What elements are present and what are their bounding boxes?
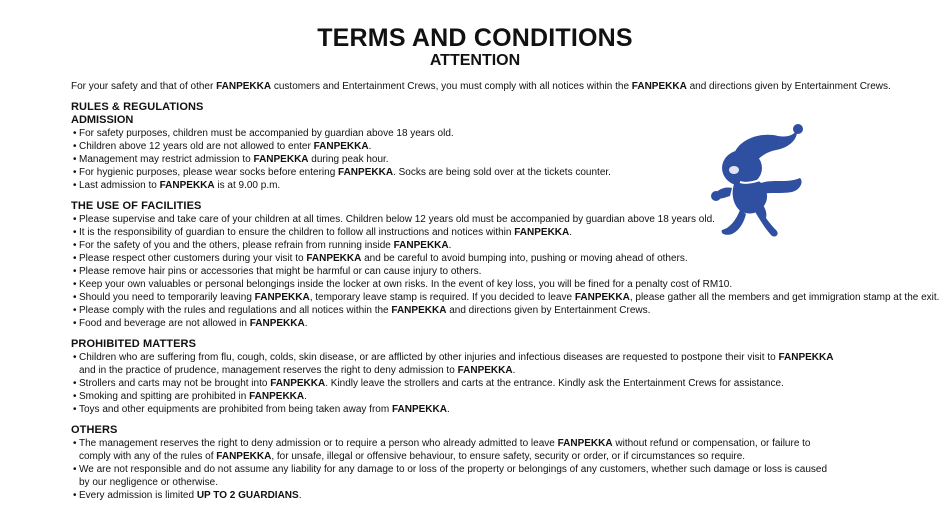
list-item-line bbox=[79, 266, 481, 277]
section-heading-admission: ADMISSION bbox=[71, 114, 134, 126]
rule-text: For safety purposes, children must be accompanied by guardian above 18 years old. bbox=[79, 128, 454, 139]
rule-text: during peak hour. bbox=[308, 154, 389, 165]
rule-text: by our negligence or otherwise. bbox=[79, 477, 218, 488]
rule-text: , please gather all the members and get immigration stamp at the exit. bbox=[629, 292, 940, 303]
brand-name: FANPEKKA bbox=[313, 141, 369, 152]
list-item-continuation bbox=[79, 364, 891, 377]
list-item-line bbox=[79, 214, 715, 225]
rule-text: Please supervise and take care of your children at all times. Children below 12 years old must be accompanied by guardian above 18 years old. bbox=[79, 214, 715, 225]
rule-text: We are not responsible and do not assume any liability for any damage to or loss of the property or belongings of any customers, whether such damage or loss is caused bbox=[79, 464, 828, 475]
list-item-line bbox=[79, 279, 732, 290]
section-heading-prohibited: PROHIBITED MATTERS bbox=[71, 338, 197, 350]
list-item bbox=[71, 463, 891, 489]
section-heading-others: OTHERS bbox=[71, 424, 118, 436]
rule-text: . bbox=[368, 141, 372, 152]
prohibited-list bbox=[71, 351, 891, 416]
rule-text: . bbox=[298, 490, 302, 501]
list-item-line bbox=[79, 292, 939, 303]
list-item-line bbox=[79, 318, 307, 329]
page-title: TERMS AND CONDITIONS bbox=[317, 24, 633, 52]
brand-name: FANPEKKA bbox=[391, 404, 447, 415]
brand-name: FANPEKKA bbox=[249, 391, 305, 402]
list-item-line bbox=[79, 141, 371, 152]
list-item-continuation bbox=[79, 450, 891, 463]
rule-text: For hygienic purposes, please wear socks before entering bbox=[79, 167, 339, 178]
list-item bbox=[71, 304, 891, 317]
list-item-line bbox=[79, 167, 611, 178]
rule-text: , for unsafe, illegal or offensive behaviour, to ensure safety, security or order, or if circumstances so require. bbox=[271, 451, 746, 462]
rule-text: without refund or compensation, or failure to bbox=[612, 438, 811, 449]
brand-name: FANPEKKA bbox=[306, 253, 362, 264]
brand-name: FANPEKKA bbox=[391, 305, 447, 316]
rule-text: and be careful to avoid bumping into, pushing or moving ahead of others. bbox=[361, 253, 688, 264]
list-item-continuation bbox=[79, 476, 891, 489]
brand-name: FANPEKKA bbox=[574, 292, 630, 303]
rule-text: . bbox=[446, 404, 450, 415]
rule-text: is at 9.00 p.m. bbox=[214, 180, 281, 191]
list-item bbox=[71, 403, 891, 416]
list-item-line bbox=[79, 490, 301, 501]
rule-text: Toys and other equipments are prohibited from being taken away from bbox=[79, 404, 392, 415]
brand-name: FANPEKKA bbox=[249, 318, 305, 329]
list-item-line bbox=[79, 227, 572, 238]
brand-name: FANPEKKA bbox=[270, 378, 326, 389]
rule-text: and directions given by Entertainment Crews. bbox=[446, 305, 651, 316]
brand-name: FANPEKKA bbox=[338, 167, 394, 178]
rule-text: Children above 12 years old are not allowed to enter bbox=[79, 141, 314, 152]
rule-text: and in the practice of prudence, management reserves the right to deny admission to bbox=[79, 365, 458, 376]
rule-text: . bbox=[304, 391, 307, 402]
brand-name: FANPEKKA bbox=[457, 365, 513, 376]
rule-text: Please respect other customers during your visit to bbox=[79, 253, 307, 264]
rule-text: It is the responsibility of guardian to ensure the children to follow all instructions and notices within bbox=[79, 227, 515, 238]
list-item-line bbox=[79, 391, 307, 402]
rule-text: . bbox=[512, 365, 516, 376]
brand-name: FANPEKKA bbox=[778, 352, 834, 363]
rule-text: . Kindly leave the strollers and carts at the entrance. Kindly ask the Entertainment Crews for assistance. bbox=[325, 378, 784, 389]
list-item-line bbox=[79, 378, 784, 389]
brand-name: FANPEKKA bbox=[254, 292, 310, 303]
section-heading-facilities: THE USE OF FACILITIES bbox=[71, 200, 202, 212]
list-item bbox=[71, 317, 891, 330]
brand-name: FANPEKKA bbox=[393, 240, 449, 251]
intro-text: For your safety and that of other bbox=[71, 81, 217, 92]
rule-text: The management reserves the right to deny admission or to require a person who already admitted to leave bbox=[79, 438, 558, 449]
rule-text: Should you need to temporarily leaving bbox=[79, 292, 255, 303]
list-item-line bbox=[79, 180, 280, 191]
list-item bbox=[71, 390, 891, 403]
rule-text: Smoking and spitting are prohibited in bbox=[79, 391, 250, 402]
rule-text: . bbox=[448, 240, 452, 251]
list-item-line bbox=[79, 352, 833, 363]
rule-text: Management may restrict admission to bbox=[79, 154, 254, 165]
section-others bbox=[71, 424, 891, 502]
intro-text: customers and Entertainment Crews, you must comply with all notices within the bbox=[271, 81, 632, 92]
brand-name: FANPEKKA bbox=[216, 81, 272, 92]
list-item-line bbox=[79, 240, 451, 251]
list-item-line bbox=[79, 305, 650, 316]
list-item bbox=[71, 489, 891, 502]
list-item-line bbox=[79, 253, 688, 264]
rule-text: . bbox=[569, 227, 573, 238]
brand-name: FANPEKKA bbox=[216, 451, 272, 462]
others-list bbox=[71, 437, 891, 502]
list-item-line bbox=[79, 438, 811, 449]
brand-name: FANPEKKA bbox=[253, 154, 309, 165]
list-item-line bbox=[79, 404, 450, 415]
brand-name: FANPEKKA bbox=[631, 81, 687, 92]
list-item bbox=[71, 437, 891, 463]
rule-text: Food and beverage are not allowed in bbox=[79, 318, 250, 329]
brand-name: FANPEKKA bbox=[557, 438, 613, 449]
rule-text: . Socks are being sold over at the tickets counter. bbox=[393, 167, 611, 178]
section-prohibited bbox=[71, 338, 891, 416]
rule-text: Strollers and carts may not be brought into bbox=[79, 378, 271, 389]
brand-name: FANPEKKA bbox=[159, 180, 215, 191]
running-elf-mascot-icon bbox=[700, 118, 830, 248]
intro-paragraph bbox=[71, 80, 941, 93]
rule-text: . bbox=[304, 318, 308, 329]
rule-text: Children who are suffering from flu, cough, colds, skin disease, or are afflicted by other injuries and infectious diseases are requested to postpone their visit to bbox=[79, 352, 779, 363]
rule-text: For the safety of you and the others, please refrain from running inside bbox=[79, 240, 394, 251]
list-item bbox=[71, 291, 940, 304]
rule-text: Please remove hair pins or accessories that might be harmful or can cause injury to others. bbox=[79, 266, 482, 277]
list-item bbox=[71, 377, 891, 390]
brand-name: FANPEKKA bbox=[514, 227, 570, 238]
intro-text: and directions given by Entertainment Crews. bbox=[686, 81, 891, 92]
list-item bbox=[71, 278, 891, 291]
brand-name: UP TO 2 GUARDIANS bbox=[196, 490, 299, 501]
list-item-line bbox=[79, 154, 389, 165]
list-item bbox=[71, 265, 891, 278]
rule-text: Please comply with the rules and regulations and all notices within the bbox=[79, 305, 392, 316]
rule-text: comply with any of the rules of bbox=[79, 451, 217, 462]
page-subtitle: ATTENTION bbox=[429, 52, 521, 69]
rule-text: Every admission is limited bbox=[79, 490, 197, 501]
rule-text: Last admission to bbox=[79, 180, 160, 191]
list-item bbox=[71, 252, 891, 265]
section-heading-rules: RULES & REGULATIONS bbox=[71, 101, 204, 113]
list-item-line bbox=[79, 464, 827, 475]
list-item-line bbox=[79, 128, 454, 139]
list-item bbox=[71, 351, 891, 377]
rule-text: , temporary leave stamp is required. If you decided to leave bbox=[309, 292, 575, 303]
rule-text: Keep your own valuables or personal belongings inside the locker at own risks. In the event of key loss, you will be fined for a penalty cost of RM10. bbox=[79, 279, 733, 290]
